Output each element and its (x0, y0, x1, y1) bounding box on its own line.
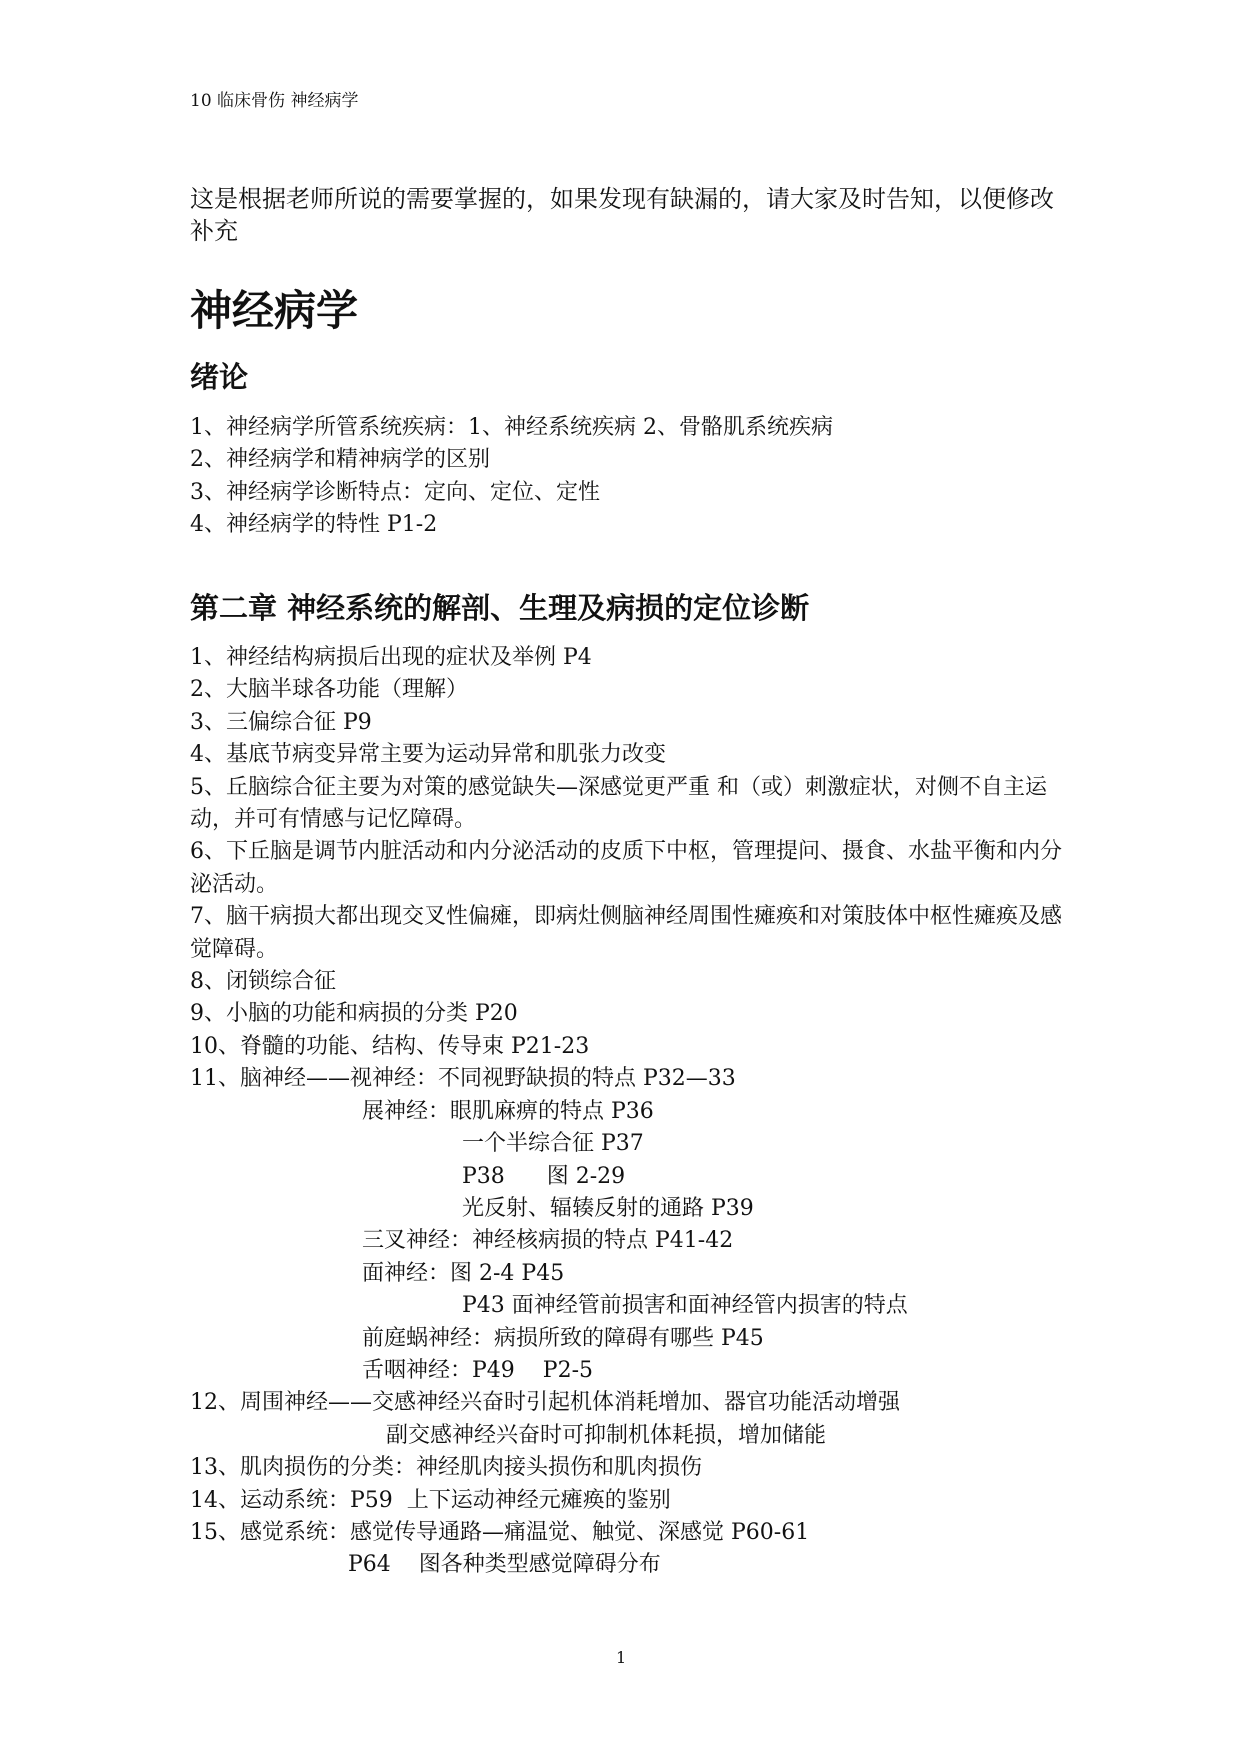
list-item: 11、脑神经——视神经：不同视野缺损的特点 P32—33 (190, 1066, 736, 1092)
list-item: 7、脑干病损大都出现交叉性偏瘫，即病灶侧脑神经周围性瘫痪和对策肢体中枢性瘫痪及感觉障碍。 (190, 904, 1063, 962)
list-item: 3、三偏综合征 P9 (190, 709, 372, 735)
list-item: 展神经：眼肌麻痹的特点 P36 (362, 1098, 654, 1124)
list-item: 10、脊髓的功能、结构、传导束 P21-23 (190, 1033, 590, 1059)
list-item: 前庭蜗神经：病损所致的障碍有哪些 P45 (362, 1325, 764, 1351)
list-item: 6、下丘脑是调节内脏活动和内分泌活动的皮质下中枢，管理提问、摄食、水盐平衡和内分泌活动。 (190, 839, 1063, 897)
list-item: 12、周围神经——交感神经兴奋时引起机体消耗增加、器官功能活动增强 (190, 1390, 900, 1416)
list-item: 15、感觉系统：感觉传导通路—痛温觉、触觉、深感觉 P60-61 (190, 1519, 810, 1545)
list-item: 13、肌肉损伤的分类：神经肌肉接头损伤和肌肉损伤 (190, 1455, 702, 1481)
section-heading-chapter2: 第二章 神经系统的解剖、生理及病损的定位诊断 (190, 591, 810, 625)
list-item: P38 图 2-29 (462, 1163, 626, 1189)
list-item: 14、运动系统：P59 上下运动神经元瘫痪的鉴别 (190, 1487, 671, 1513)
page-header: 10 临床骨伤 神经病学 (190, 91, 359, 111)
list-item: 面神经：图 2-4 P45 (362, 1260, 565, 1286)
list-item: 8、闭锁综合征 (190, 969, 336, 995)
list-item: 4、神经病学的特性 P1-2 (190, 512, 438, 538)
list-item: 1、神经结构病损后出现的症状及举例 P4 (190, 645, 592, 670)
section-list-chapter2 (190, 642, 1070, 1582)
list-item: 舌咽神经：P49 P2-5 (362, 1357, 594, 1383)
list-item: 光反射、辐辏反射的通路 P39 (462, 1195, 754, 1221)
intro-paragraph: 这是根据老师所说的需要掌握的，如果发现有缺漏的，请大家及时告知，以便修改补充 (190, 185, 1054, 245)
list-item: 4、基底节病变异常主要为运动异常和肌张力改变 (190, 742, 666, 768)
document-title: 神经病学 (190, 286, 359, 335)
page-number: 1 (616, 1648, 627, 1667)
list-item: P43 面神经管前损害和面神经管内损害的特点 (462, 1293, 908, 1319)
list-item: 2、大脑半球各功能（理解） (190, 677, 468, 703)
list-item: 3、神经病学诊断特点：定向、定位、定性 (190, 479, 600, 505)
list-item: 1、神经病学所管系统疾病：1、神经系统疾病 2、骨骼肌系统疾病 (190, 415, 833, 440)
list-item: 9、小脑的功能和病损的分类 P20 (190, 1001, 518, 1027)
list-item: 一个半综合征 P37 (462, 1131, 644, 1157)
list-item: 三叉神经：神经核病损的特点 P41-42 (362, 1228, 734, 1254)
list-item: 2、神经病学和精神病学的区别 (190, 447, 490, 473)
list-item: P64 图各种类型感觉障碍分布 (348, 1552, 661, 1578)
list-item: 5、丘脑综合征主要为对策的感觉缺失—深感觉更严重 和（或）刺激症状，对侧不自主运动，并可有情感与记忆障碍。 (190, 774, 1047, 833)
section-list-intro (190, 412, 1070, 542)
section-heading-intro: 绪论 (190, 360, 249, 394)
list-item: 副交感神经兴奋时可抑制机体耗损，增加储能 (386, 1422, 827, 1448)
